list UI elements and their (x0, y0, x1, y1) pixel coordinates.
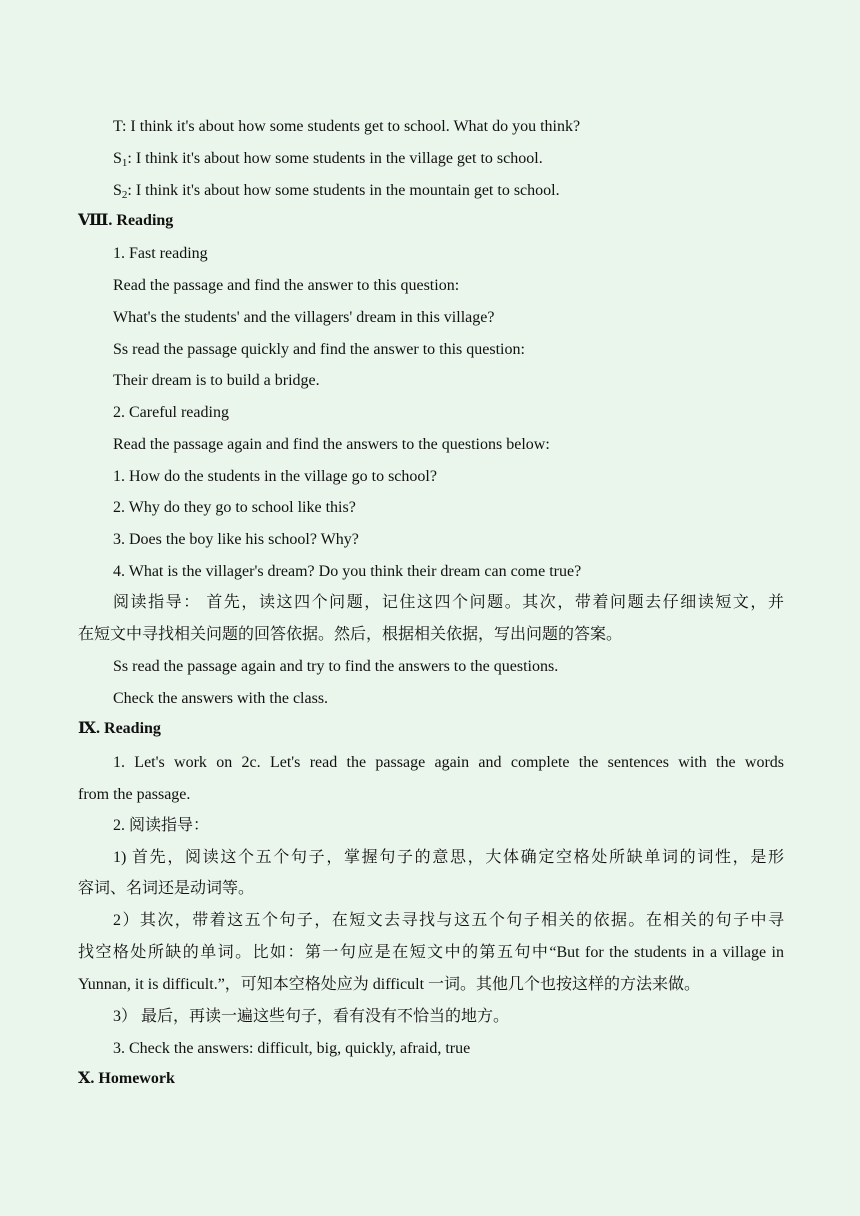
question-item: 3. Does the boy like his school? Why? (113, 531, 359, 548)
student2-line (113, 181, 560, 201)
question-item: 4. What is the villager's dream? Do you think their dream can come true? (113, 563, 582, 580)
question-item: 1. How do the students in the village go to school? (113, 468, 437, 485)
section-9-heading: Ⅸ. Reading (78, 720, 161, 737)
fast-reading-question: What's the students' and the villagers' dream in this village? (113, 309, 495, 326)
reading-guide-line: 阅读指导： 首先，读这四个问题，记住这四个问题。其次，带着问题去仔细读短文，并 (113, 594, 784, 611)
ss-read-again: Ss read the passage again and try to find the answers to the questions. (113, 658, 559, 675)
fast-reading-ss: Ss read the passage quickly and find the answer to this question: (113, 341, 525, 358)
check-answers-line: Check the answers with the class. (113, 690, 329, 707)
step3-line: 3） 最后，再读一遍这些句子，看有没有不恰当的地方。 (113, 1008, 510, 1025)
teacher-line: T: I think it's about how some students get to school. What do you think? (113, 118, 581, 135)
step2-line: 2）其次，带着这五个句子，在短文去寻找与这五个句子相关的依据。在相关的句子中寻 (113, 912, 784, 929)
step1-line: 1) 首先，阅读这个五个句子，掌握句子的意思，大体确定空格处所缺单词的词性，是形 (113, 849, 784, 866)
s1-text: : I think it's about how some students in the village get to school. (127, 150, 543, 167)
fast-reading-answer: Their dream is to build a bridge. (113, 372, 320, 389)
item2-guide-title: 2. 阅读指导： (113, 817, 210, 834)
section-8-heading: Ⅷ. Reading (78, 212, 174, 229)
s1-speaker: S (113, 150, 122, 167)
reading-guide-line: 在短文中寻找相关问题的回答依据。然后，根据相关依据，写出问题的答案。 (78, 626, 623, 643)
section-10-heading: Ⅹ. Homework (78, 1070, 175, 1087)
item3-line: 3. Check the answers: difficult, big, quickly, afraid, true (113, 1040, 471, 1057)
s2-speaker: S (113, 182, 122, 199)
step2-line: 找空格处所缺的单词。比如：第一句应是在短文中的第五句中“But for the students in a village in (78, 944, 784, 961)
s1-subscript: 1 (121, 157, 128, 169)
s2-subscript: 2 (121, 189, 128, 201)
item1-line: from the passage. (78, 786, 191, 803)
fast-reading-title: 1. Fast reading (113, 245, 208, 262)
s2-text: : I think it's about how some students in the mountain get to school. (127, 182, 560, 199)
step1-line: 容词、名词还是动词等。 (78, 880, 255, 897)
item1-line: 1. Let's work on 2c. Let's read the passage again and complete the sentences with the words (113, 754, 784, 771)
student1-line (113, 149, 543, 169)
fast-reading-instruction: Read the passage and find the answer to this question: (113, 277, 460, 294)
step2-line: Yunnan, it is difficult.”，可知本空格处应为 difficult 一词。其他几个也按这样的方法来做。 (78, 976, 701, 993)
careful-reading-title: 2. Careful reading (113, 404, 229, 421)
careful-reading-instruction: Read the passage again and find the answers to the questions below: (113, 436, 550, 453)
question-item: 2. Why do they go to school like this? (113, 499, 356, 516)
